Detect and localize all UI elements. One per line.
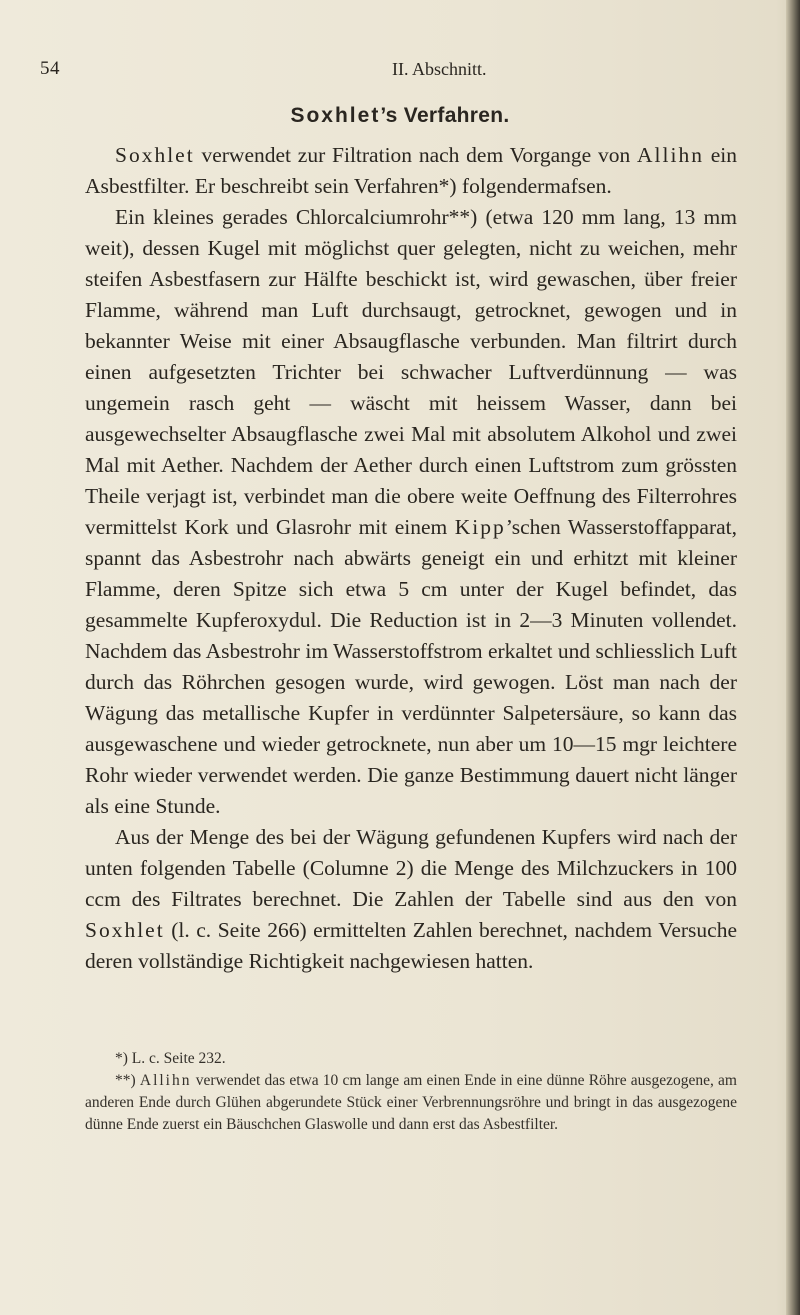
paragraph-3-rest: (l. c. Seite 266) ermittelten Zahlen berechnet, nachdem Versuche deren vollständige Richtigkeit nachgewiesen hatten.: [85, 918, 737, 973]
paragraph-3-text: Aus der Menge des bei der Wägung gefundenen Kupfers wird nach der unten folgenden Tabelle (Columne 2) die Menge des Milchzuckers in 100 ccm des Filtrates berechnet. Die Zahlen der Tabelle sind aus den von: [85, 825, 737, 911]
author-name: Soxhlet: [85, 918, 165, 942]
body-text: [85, 140, 737, 977]
paragraph-1-rest: ein Asbestfilter. Er beschreibt sein Verfahren*) folgendermafsen.: [85, 143, 737, 198]
title-name: Soxhlet: [290, 104, 381, 127]
footnote-2-rest: verwendet das etwa 10 cm lange am einen Ende in eine dünne Röhre ausgezogene, am anderen Ende durch Glühen abgerundete Stück einer Verbrennungsröhre und bringt in das ausgezogene dünne Ende zuerst ein Bäuschchen Glaswolle und dann erst das Asbestfilter.: [85, 1072, 737, 1133]
footnote-1: *) L. c. Seite 232.: [115, 1050, 226, 1067]
footnote-2: [85, 1070, 737, 1136]
section-title: [0, 104, 800, 128]
running-head: [40, 58, 760, 86]
footnotes: [85, 1048, 737, 1136]
paragraph-3: [85, 822, 737, 977]
author-name: Allihn: [637, 143, 704, 167]
footnote-2-mark: **): [115, 1072, 140, 1089]
paragraph-1: [85, 140, 737, 202]
author-name: Allihn: [139, 1072, 192, 1089]
page-number: 54: [40, 58, 60, 79]
title-rest: ’s Verfahren.: [380, 104, 510, 127]
paragraph-1-mid: verwendet zur Filtration nach dem Vorgange von: [194, 143, 637, 167]
paragraph-2: [85, 202, 737, 822]
author-name: Soxhlet: [115, 143, 195, 167]
section-label: II. Abschnitt.: [392, 59, 487, 79]
author-name: Kipp: [454, 515, 506, 539]
page-edge-shadow: [786, 0, 800, 1315]
paragraph-2-rest: ’schen Wasserstoffapparat, spannt das Asbestrohr nach abwärts geneigt ein und erhitzt mit kleiner Flamme, deren Spitze sich etwa 5 cm unter der Kugel befindet, das gesammelte Kupferoxydul. Die Reduction ist in 2—3 Minuten vollendet. Nachdem das Asbestrohr im Wasserstoffstrom erkaltet und schliesslich Luft durch das Röhrchen gesogen wurde, wird gewogen. Löst man nach der Wägung das metallische Kupfer in verdünnter Salpetersäure, so kann das ausgewaschene und wieder getrocknete, nun aber um 10—15 mgr leichtere Rohr wieder verwendet werden. Die ganze Bestimmung dauert nicht länger als eine Stunde.: [85, 515, 737, 818]
paragraph-2-text: Ein kleines gerades Chlorcalciumrohr**) (etwa 120 mm lang, 13 mm weit), dessen Kugel mit möglichst quer gelegten, nicht zu weichen, mehr steifen Asbestfasern zur Hälfte beschickt ist, wird gewaschen, über freier Flamme, während man Luft durchsaugt, getrocknet, gewogen und in bekannter Weise mit einer Absaugflasche verbunden. Man filtrirt durch einen aufgesetzten Trichter bei schwacher Luftverdünnung — was ungemein rasch geht — wäscht mit heissem Wasser, dann bei ausgewechselter Absaugflasche zwei Mal mit absolutem Alkohol und zwei Mal mit Aether. Nachdem der Aether durch einen Luftstrom zum grössten Theile verjagt ist, verbindet man die obere weite Oeffnung des Filterrohres vermittelst Kork und Glasrohr mit einem: [85, 205, 737, 539]
